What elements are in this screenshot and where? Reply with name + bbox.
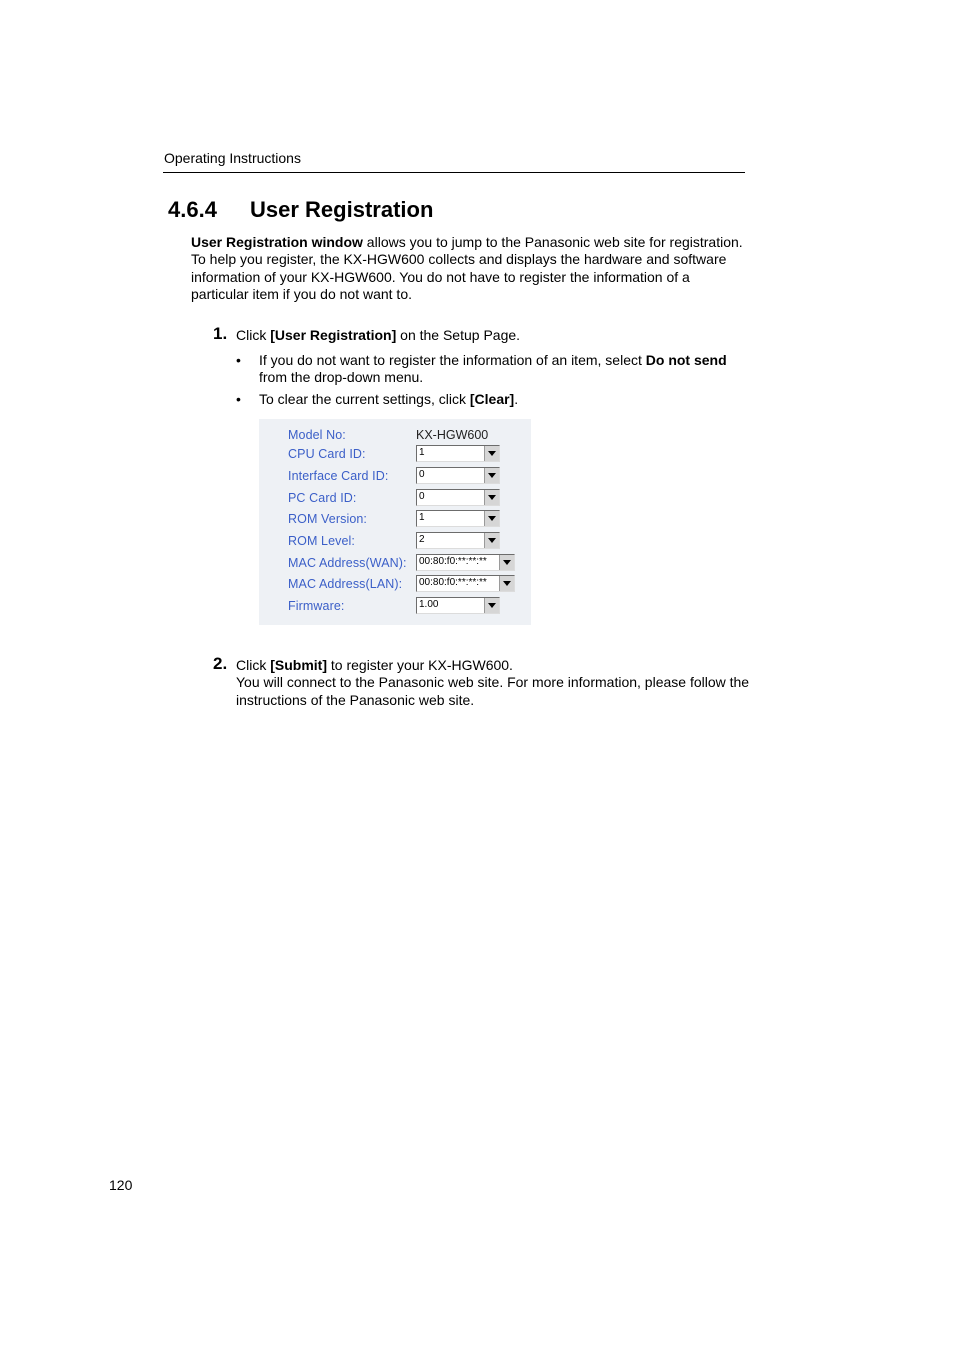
- select-value: 0: [419, 491, 425, 502]
- form-label: Firmware:: [288, 599, 345, 613]
- chevron-down-icon: [484, 511, 499, 526]
- form-label: ROM Version:: [288, 512, 368, 526]
- running-header: Operating Instructions: [164, 150, 301, 166]
- select-value: 00:80:f0:**:**:**: [419, 577, 487, 588]
- chevron-down-icon: [484, 533, 499, 548]
- chevron-down-icon: [484, 598, 499, 613]
- step-1-bold: [User Registration]: [270, 327, 397, 343]
- interface-card-id-select[interactable]: [416, 467, 500, 484]
- form-row: [259, 532, 531, 551]
- select-value: 1.00: [419, 599, 439, 610]
- bullet-text: [259, 352, 754, 387]
- form-row: [259, 554, 531, 573]
- bullet-post: .: [514, 391, 519, 407]
- step-2-number: 2.: [213, 654, 228, 673]
- chevron-down-icon: [484, 490, 499, 505]
- form-label: MAC Address(WAN):: [288, 556, 407, 570]
- form-label: Model No:: [288, 428, 346, 442]
- step-2-bold: [Submit]: [270, 657, 327, 673]
- form-row: [259, 597, 531, 616]
- bullet-symbol: •: [236, 391, 241, 407]
- user-registration-form-screenshot: [259, 419, 531, 625]
- form-row: [259, 467, 531, 486]
- bullet-pre: To clear the current settings, click: [259, 391, 470, 407]
- chevron-down-icon: [499, 576, 514, 591]
- header-rule: [163, 172, 745, 173]
- step-1-number: 1.: [213, 324, 228, 343]
- rom-level-select[interactable]: [416, 532, 500, 549]
- step-2-pre: Click: [236, 657, 271, 673]
- step-1-post: on the Setup Page.: [396, 327, 521, 343]
- bullet-symbol: •: [236, 352, 241, 368]
- intro-bold: User Registration window: [191, 234, 363, 250]
- mac-address-wan-select[interactable]: [416, 554, 515, 571]
- rom-version-select[interactable]: [416, 510, 500, 527]
- page-number: 120: [109, 1177, 133, 1193]
- section-number: 4.6.4: [168, 197, 217, 222]
- form-row: [259, 575, 531, 594]
- intro-text: allows you to jump to the Panasonic web site for registration. To help you register, the KX-HGW600 collects and displays the hardware and software information of your KX-HGW600. You do not have to register the information of a particular item if you do not want to.: [191, 234, 743, 303]
- step-1-text: [236, 327, 751, 344]
- form-row: [259, 445, 531, 464]
- form-label: MAC Address(LAN):: [288, 577, 403, 591]
- select-value: 00:80:f0:**:**:**: [419, 556, 487, 567]
- firmware-select[interactable]: [416, 597, 500, 614]
- model-value: KX-HGW600: [416, 428, 489, 442]
- section-title-text: User Registration: [250, 197, 434, 222]
- bullet-pre: If you do not want to register the information of an item, select: [259, 352, 646, 368]
- form-label: Interface Card ID:: [288, 469, 389, 483]
- chevron-down-icon: [484, 468, 499, 483]
- select-value: 2: [419, 534, 425, 545]
- form-row: [259, 489, 531, 508]
- form-label: ROM Level:: [288, 534, 355, 548]
- form-row: [259, 510, 531, 529]
- select-value: 1: [419, 512, 425, 523]
- bullet-post: from the drop-down menu.: [259, 369, 424, 386]
- step-2-text: [236, 657, 751, 709]
- step-1-pre: Click: [236, 327, 271, 343]
- intro-paragraph: [191, 234, 751, 304]
- bullet-bold: Do not send: [645, 352, 727, 368]
- chevron-down-icon: [499, 555, 514, 570]
- cpu-card-id-select[interactable]: [416, 445, 500, 462]
- pc-card-id-select[interactable]: [416, 489, 500, 506]
- chevron-down-icon: [484, 446, 499, 461]
- form-label: CPU Card ID:: [288, 447, 366, 461]
- bullet-text: [259, 391, 754, 408]
- mac-address-lan-select[interactable]: [416, 575, 515, 592]
- form-label: PC Card ID:: [288, 491, 357, 505]
- form-row-model: [259, 426, 531, 445]
- step-2-post: to register your KX-HGW600.: [327, 657, 513, 673]
- select-value: 1: [419, 447, 425, 458]
- section-title: [168, 197, 433, 223]
- select-value: 0: [419, 469, 425, 480]
- bullet-bold: [Clear]: [469, 391, 515, 407]
- step-2-line2: You will connect to the Panasonic web site. For more information, please follow the instructions of the Panasonic web site.: [236, 674, 750, 708]
